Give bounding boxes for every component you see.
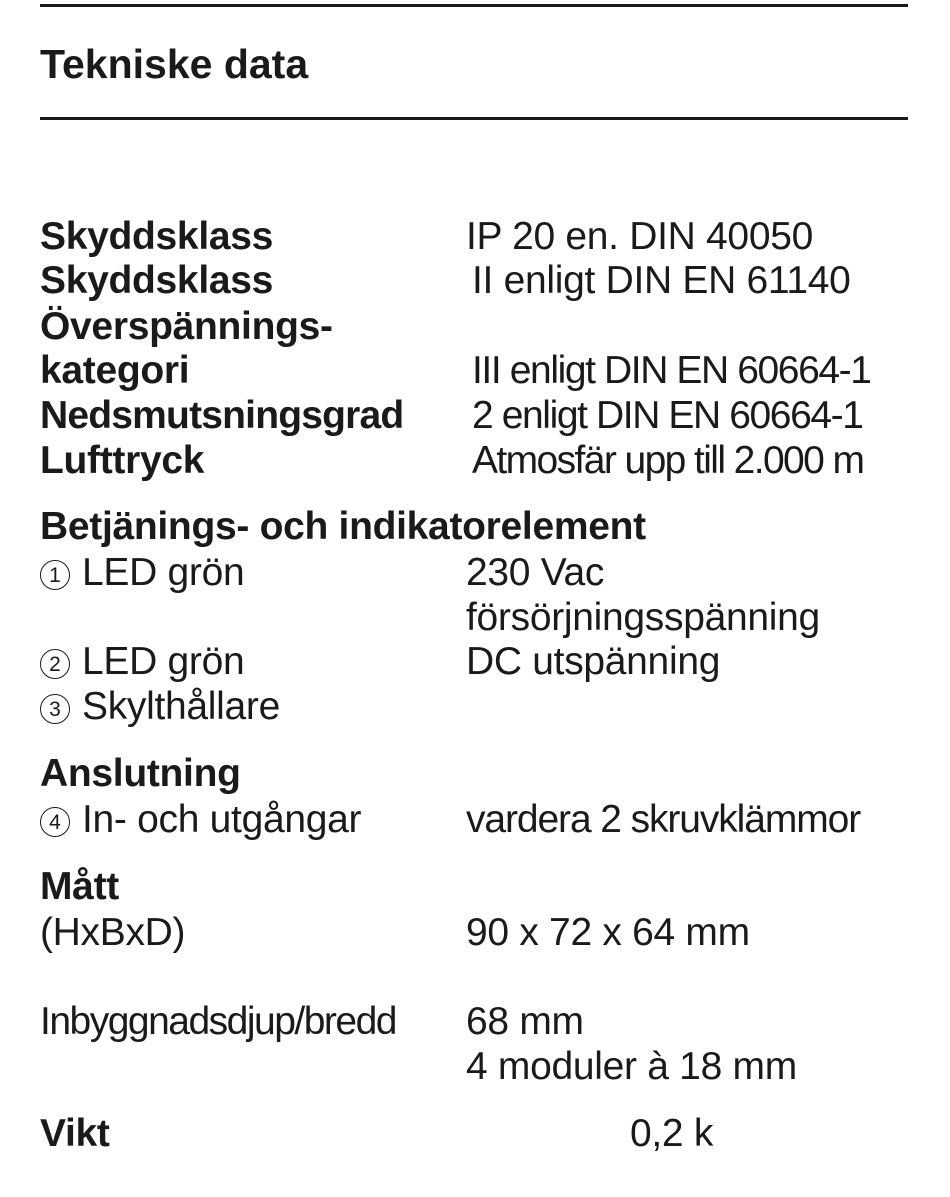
install-value-line1: 68 mm (466, 1000, 584, 1043)
title-rule (40, 117, 908, 120)
overspanning-label-line2: kategori (40, 349, 190, 392)
top-rule (40, 4, 908, 7)
lufttryck-label: Lufttryck (40, 439, 205, 482)
skyddsklass2-label: Skyddsklass (40, 259, 274, 302)
connection-heading: Anslutning (40, 752, 241, 795)
hxbxd-value: 90 x 72 x 64 mm (466, 911, 750, 954)
control-item-label: LED grön (82, 640, 245, 683)
skyddsklass2-value: II enligt DIN EN 61140 (472, 259, 851, 302)
control-item-2-value: DC utspänning (466, 640, 721, 683)
connection-item-value: vardera 2 skruvklämmor (466, 798, 861, 841)
control-item-1 (40, 551, 244, 595)
nedsmutsning-label: Nedsmutsningsgrad (40, 394, 404, 437)
control-item-1-value-line2: försörjningsspänning (466, 596, 820, 639)
skyddsklass-value: IP 20 en. DIN 40050 (466, 215, 813, 258)
control-item-label: Skylthållare (82, 685, 280, 728)
control-item-label: LED grön (82, 551, 245, 594)
control-item-2 (40, 640, 244, 684)
hxbxd-label: (HxBxD) (40, 911, 186, 954)
number-badge: 1 (40, 560, 70, 590)
nedsmutsning-value: 2 enligt DIN EN 60664-1 (472, 394, 863, 437)
weight-label: Vikt (40, 1112, 110, 1155)
overspanning-value: III enligt DIN EN 60664-1 (472, 349, 871, 392)
connection-item (40, 798, 361, 842)
number-badge: 3 (40, 694, 70, 724)
install-value-line2: 4 moduler à 18 mm (466, 1045, 797, 1088)
lufttryck-value: Atmosfär upp till 2.000 m (472, 439, 864, 482)
control-item-3 (40, 685, 280, 729)
connection-item-label: In- och utgångar (82, 798, 362, 841)
controls-heading: Betjänings- och indikatorelement (40, 505, 646, 548)
skyddsklass-label: Skyddsklass (40, 215, 274, 258)
install-label: Inbyggnadsdjup/bredd (40, 1000, 396, 1043)
page-title: Tekniske data (40, 41, 309, 87)
number-badge: 2 (40, 649, 70, 679)
control-item-1-value-line1: 230 Vac (466, 551, 605, 594)
weight-value: 0,2 k (630, 1112, 714, 1155)
dimensions-heading: Mått (40, 865, 119, 908)
overspanning-label-line1: Överspännings- (40, 305, 333, 348)
number-badge: 4 (40, 807, 70, 837)
